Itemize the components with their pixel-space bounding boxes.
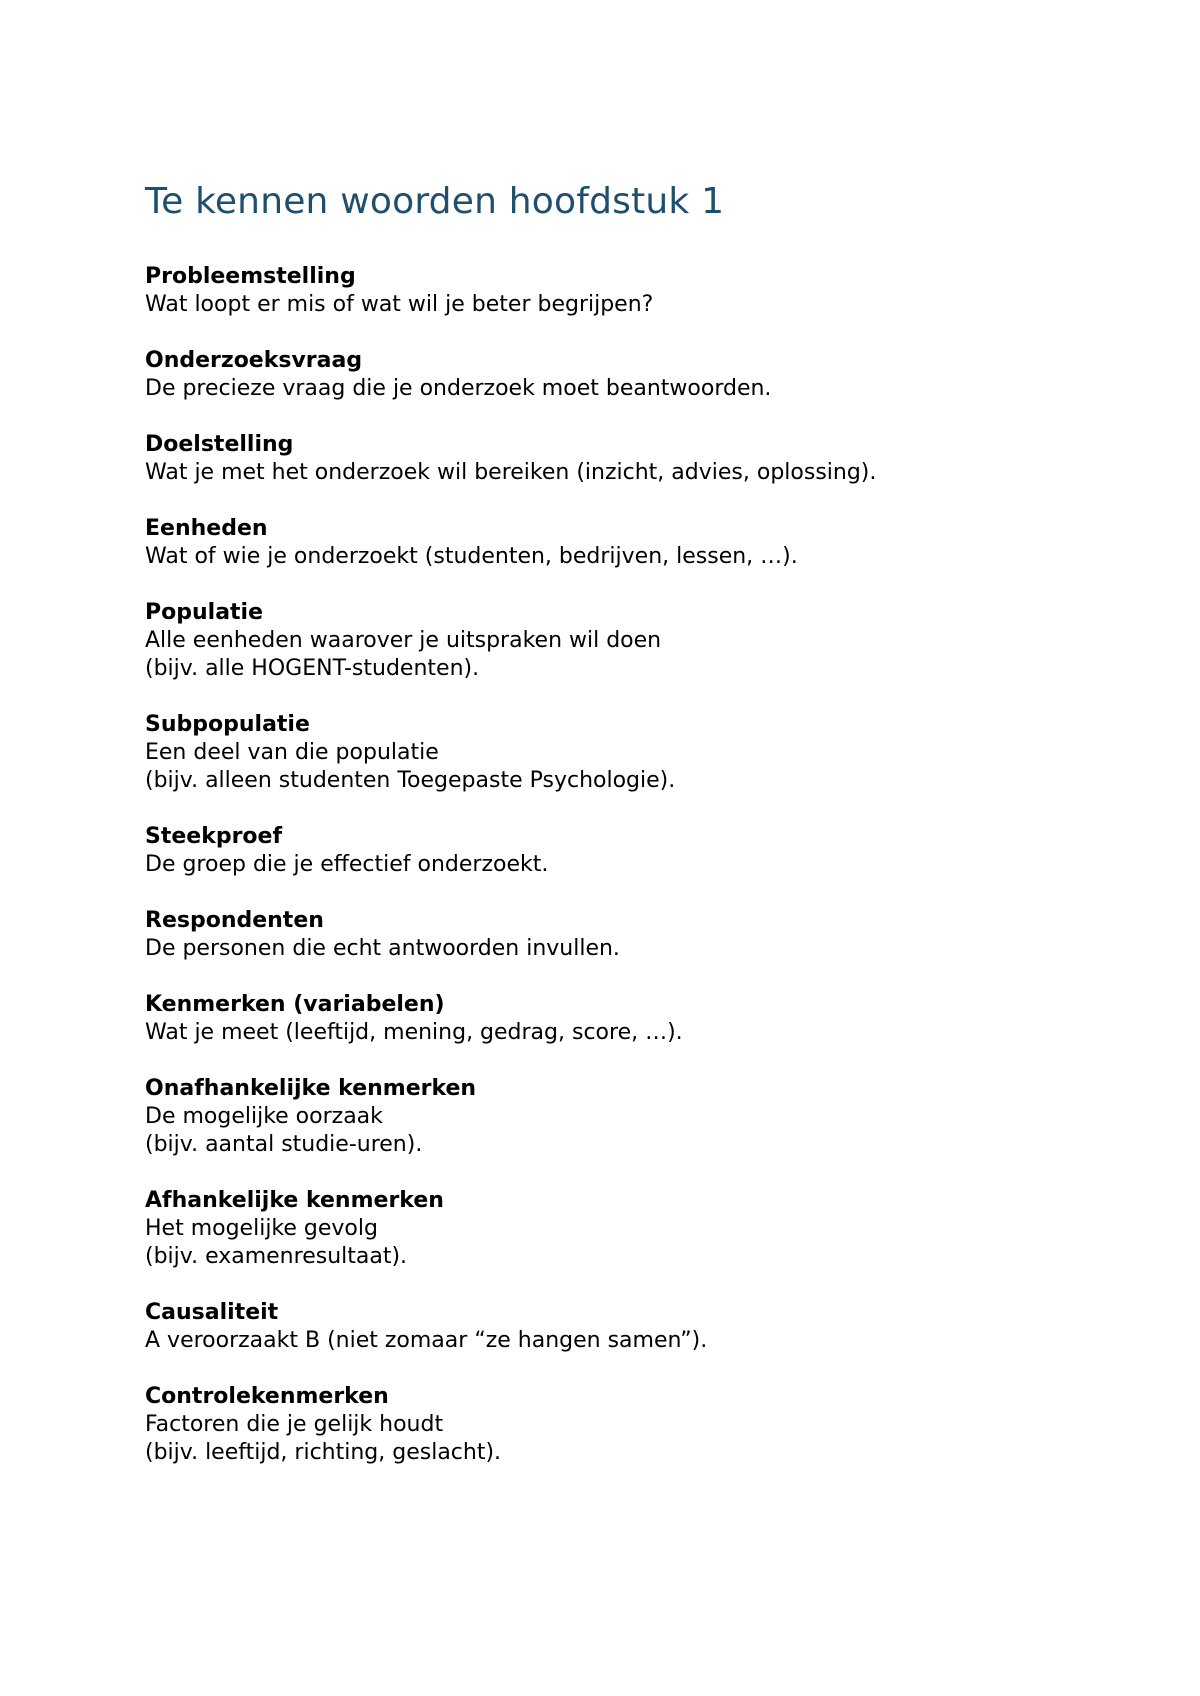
term-definition: A veroorzaakt B (niet zomaar “ze hangen samen”). [145, 1328, 708, 1353]
term-example: (bijv. leeftijd, richting, geslacht). [145, 1440, 502, 1465]
term-entry [145, 515, 1105, 571]
term-definition: De precieze vraag die je onderzoek moet beantwoorden. [145, 376, 772, 401]
term-example: (bijv. aantal studie-uren). [145, 1132, 423, 1157]
term-name: Onderzoeksvraag [145, 348, 363, 373]
term-entry [145, 823, 1105, 879]
term-name: Eenheden [145, 516, 268, 541]
term-list [145, 263, 1105, 1467]
page-title: Te kennen woorden hoofdstuk 1 [145, 181, 725, 222]
term-entry [145, 263, 1105, 319]
term-definition: Een deel van die populatie [145, 740, 439, 765]
term-entry [145, 1299, 1105, 1355]
term-entry [145, 599, 1105, 683]
term-definition: Factoren die je gelijk houdt [145, 1412, 444, 1437]
term-name: Steekproef [145, 824, 283, 849]
term-example: (bijv. alleen studenten Toegepaste Psychologie). [145, 768, 676, 793]
term-entry [145, 711, 1105, 795]
term-entry [145, 1075, 1105, 1159]
term-name: Causaliteit [145, 1300, 279, 1325]
term-definition: Wat je met het onderzoek wil bereiken (inzicht, advies, oplossing). [145, 460, 877, 485]
term-definition: Het mogelijke gevolg [145, 1216, 378, 1241]
term-definition: Wat of wie je onderzoekt (studenten, bedrijven, lessen, …). [145, 544, 798, 569]
term-definition: Wat loopt er mis of wat wil je beter begrijpen? [145, 292, 654, 317]
term-name: Doelstelling [145, 432, 294, 457]
document-page [145, 176, 1105, 1495]
term-name: Probleemstelling [145, 264, 356, 289]
term-name: Subpopulatie [145, 712, 310, 737]
term-definition: De mogelijke oorzaak [145, 1104, 383, 1129]
term-definition: Alle eenheden waarover je uitspraken wil doen [145, 628, 662, 653]
term-example: (bijv. examenresultaat). [145, 1244, 408, 1269]
term-entry [145, 907, 1105, 963]
term-entry [145, 347, 1105, 403]
term-definition: Wat je meet (leeftijd, mening, gedrag, score, …). [145, 1020, 683, 1045]
term-name: Populatie [145, 600, 264, 625]
term-definition: De personen die echt antwoorden invullen. [145, 936, 620, 961]
term-name: Respondenten [145, 908, 324, 933]
term-entry [145, 1383, 1105, 1467]
term-example: (bijv. alle HOGENT-studenten). [145, 656, 480, 681]
term-entry [145, 1187, 1105, 1271]
term-name: Kenmerken (variabelen) [145, 992, 445, 1017]
term-entry [145, 991, 1105, 1047]
term-definition: De groep die je effectief onderzoekt. [145, 852, 549, 877]
term-entry [145, 431, 1105, 487]
term-name: Onafhankelijke kenmerken [145, 1076, 477, 1101]
term-name: Controlekenmerken [145, 1384, 389, 1409]
term-name: Afhankelijke kenmerken [145, 1188, 444, 1213]
